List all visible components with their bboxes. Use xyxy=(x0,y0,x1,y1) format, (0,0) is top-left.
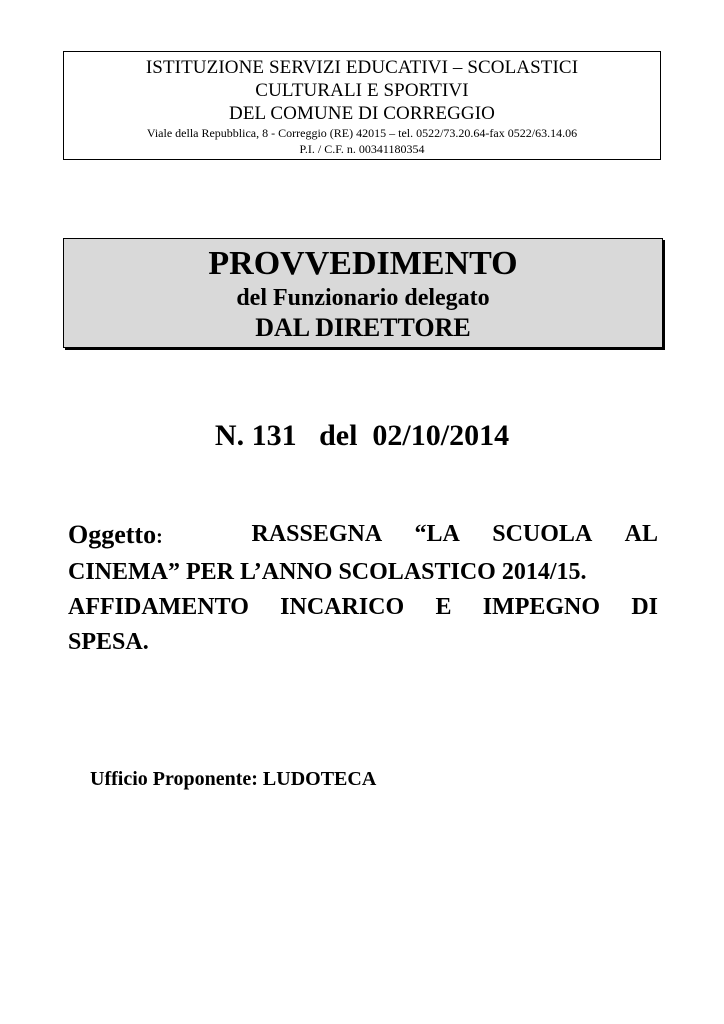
institution-name-line2: CULTURALI E SPORTIVI xyxy=(255,80,469,101)
institution-name-line3: DEL COMUNE DI CORREGGIO xyxy=(229,103,495,124)
subject-word: INCARICO xyxy=(280,594,405,620)
subject-line-1 xyxy=(68,517,658,555)
subject-line-3 xyxy=(68,590,658,625)
subject-word: E xyxy=(435,594,452,620)
institution-header xyxy=(63,51,661,160)
subject-word: AFFIDAMENTO xyxy=(68,594,249,620)
subject-colon: : xyxy=(156,526,163,548)
subject-label: Oggetto xyxy=(68,520,157,549)
subject-block xyxy=(68,517,658,660)
subject-text: CINEMA” PER L’ANNO SCOLASTICO 2014/15. xyxy=(68,559,587,585)
subject-word: SCUOLA xyxy=(492,521,593,547)
institution-tax-code: P.I. / C.F. n. 00341180354 xyxy=(299,142,425,156)
institution-address: Viale della Repubblica, 8 - Correggio (RE) 42015 – tel. 0522/73.20.64-fax 0522/63.14.06 xyxy=(146,126,578,140)
subject-label-group xyxy=(68,517,163,555)
institution-name-line1: ISTITUZIONE SERVIZI EDUCATIVI – SCOLASTICI xyxy=(145,57,579,78)
proposing-office: Ufficio Proponente: LUDOTECA xyxy=(90,768,377,790)
subject-word: RASSEGNA xyxy=(251,521,383,547)
subject-word: IMPEGNO xyxy=(482,594,601,620)
document-title: PROVVEDIMENTO xyxy=(208,245,518,282)
subject-line-2 xyxy=(68,555,658,590)
subject-gap xyxy=(195,517,219,555)
document-title-box xyxy=(63,238,663,348)
subject-word: DI xyxy=(631,594,658,620)
subject-text: SPESA. xyxy=(68,629,149,655)
document-number-date: N. 131 del 02/10/2014 xyxy=(214,419,510,452)
document-subtitle-2: DAL DIRETTORE xyxy=(255,313,471,342)
document-subtitle: del Funzionario delegato xyxy=(236,285,490,311)
subject-word: “LA xyxy=(414,521,460,547)
subject-line-4 xyxy=(68,625,658,660)
subject-word: AL xyxy=(624,521,658,547)
